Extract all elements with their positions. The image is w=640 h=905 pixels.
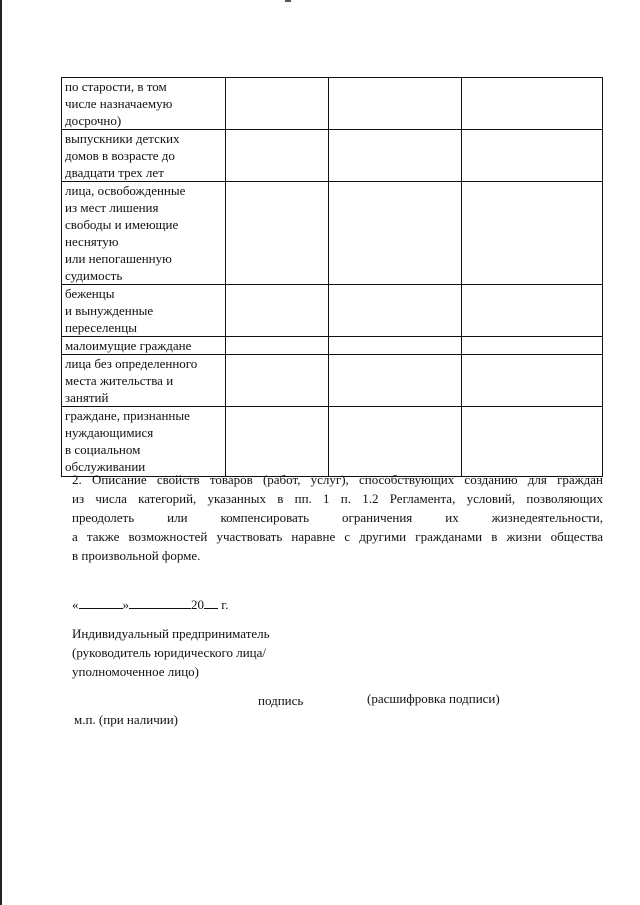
date-line <box>72 596 228 613</box>
empty-cell <box>462 78 603 130</box>
empty-cell <box>329 78 462 130</box>
signature-label: подпись <box>258 693 304 708</box>
category-cell: лица без определенного места жительства и занятий <box>62 355 226 407</box>
empty-cell <box>329 182 462 285</box>
table-row <box>62 182 603 285</box>
scan-top-mark <box>285 0 291 2</box>
empty-cell <box>462 337 603 355</box>
category-cell: выпускники детских домов в возрасте до двадцати трех лет <box>62 130 226 182</box>
empty-cell <box>329 355 462 407</box>
paragraph-line: в произвольной форме. <box>72 548 201 563</box>
paragraph-line: а также возможностей участвовать наравне с другими гражданами в жизни общества <box>72 529 603 544</box>
empty-cell <box>329 130 462 182</box>
table-row <box>62 130 603 182</box>
day-blank[interactable] <box>79 596 123 609</box>
year-blank[interactable] <box>204 596 218 609</box>
empty-cell <box>226 78 329 130</box>
signature-decode-label: (расшифровка подписи) <box>367 691 500 706</box>
year-prefix: 20 <box>191 597 204 612</box>
month-blank[interactable] <box>129 596 191 609</box>
stamp-label: м.п. (при наличии) <box>74 712 178 727</box>
paragraph-line: из числа категорий, указанных в пп. 1 п. 1.2 Регламента, условий, позволяющих <box>72 491 603 506</box>
empty-cell <box>329 285 462 337</box>
scan-left-edge <box>0 0 2 905</box>
table-row <box>62 355 603 407</box>
empty-cell <box>329 407 462 477</box>
empty-cell <box>462 355 603 407</box>
empty-cell <box>226 407 329 477</box>
empty-cell <box>226 285 329 337</box>
signer-title: Индивидуальный предприниматель (руководитель юридического лица/ уполномоченное лицо) <box>72 626 270 679</box>
table-row <box>62 78 603 130</box>
empty-cell <box>226 355 329 407</box>
empty-cell <box>462 130 603 182</box>
empty-cell <box>462 182 603 285</box>
paragraph-line: преодолеть или компенсировать ограничения их жизнедеятельности, <box>72 510 603 525</box>
date-open-quote: « <box>72 597 79 612</box>
table-row <box>62 407 603 477</box>
category-cell: по старости, в том числе назначаемую досрочно) <box>62 78 226 130</box>
table-row <box>62 285 603 337</box>
table-row <box>62 337 603 355</box>
empty-cell <box>226 182 329 285</box>
category-cell: малоимущие граждане <box>62 337 226 355</box>
empty-cell <box>226 337 329 355</box>
category-cell: граждане, признанные нуждающимися в социальном обслуживании <box>62 407 226 477</box>
empty-cell <box>462 407 603 477</box>
category-cell: лица, освобожденные из мест лишения свободы и имеющие неснятую или непогашенную судимость <box>62 182 226 285</box>
date-close-quote: » <box>122 597 129 612</box>
year-suffix: г. <box>221 597 229 612</box>
categories-table <box>61 77 603 477</box>
category-cell: беженцы и вынужденные переселенцы <box>62 285 226 337</box>
empty-cell <box>226 130 329 182</box>
empty-cell <box>462 285 603 337</box>
section-2-paragraph <box>72 470 603 565</box>
empty-cell <box>329 337 462 355</box>
paragraph-line: 2. Описание свойств товаров (работ, услуг), способствующих созданию для граждан <box>72 472 603 487</box>
